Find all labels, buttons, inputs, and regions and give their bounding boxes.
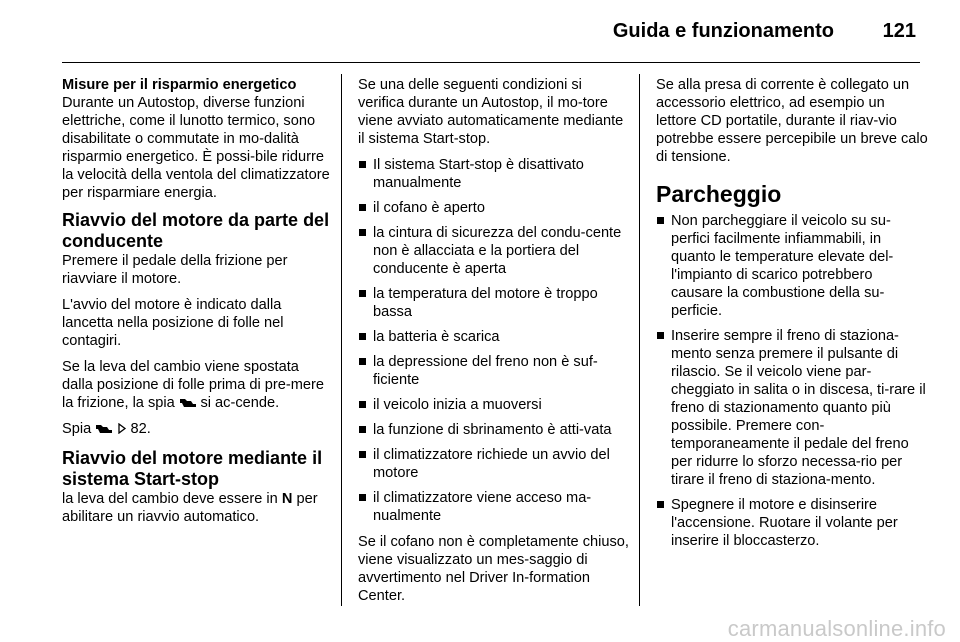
page-header (0, 18, 960, 58)
page-reference-icon (117, 421, 131, 436)
list-item: la cintura di sicurezza del condu-cente non è allacciata e la portiera del conducente è aperta (358, 224, 630, 278)
paragraph-conditions-intro: Se una delle seguenti condizioni si verifica durante un Autostop, il mo-tore viene avviato automaticamente mediante il sistema Start-stop. (358, 77, 624, 147)
list-item: la temperatura del motore è troppo bassa (358, 285, 630, 321)
list-item: Il sistema Start-stop è disattivato manualmente (358, 156, 630, 192)
list-item: il cofano è aperto (358, 199, 630, 217)
paragraph-energy-saving: Durante un Autostop, diverse funzioni elettriche, come il lunotto termico, sono disabilitate o commutate in mo-dalità risparmio energetico. È possi-bile ridurre la velocità della ventola del climatizzatore per risparmiare energia. (62, 95, 330, 201)
column-divider (639, 74, 640, 606)
column-divider (341, 74, 342, 606)
engine-warning-icon (95, 421, 117, 436)
engine-warning-icon (179, 395, 201, 410)
parking-list (656, 212, 928, 550)
heading-parking: Parcheggio (656, 181, 782, 207)
paragraph-voltage-drop: Se alla presa di corrente è collegato un accessorio elettrico, ad esempio un lettore CD portatile, durante il riav-vio potrebbe essere percepibile un breve calo di tensione. (656, 77, 928, 165)
heading-energy-saving: Misure per il risparmio energetico (62, 77, 297, 93)
list-item: il veicolo inizia a muoversi (358, 396, 630, 414)
list-item: il climatizzatore richiede un avvio del motore (358, 446, 630, 482)
list-item: Non parcheggiare il veicolo su su-perfici facilmente infiammabili, in quanto le temperature elevate del-l'impianto di scarico potrebbero causare la combustione della su-perficie. (656, 212, 928, 320)
paragraph-driver-restart-1: Premere il pedale della frizione per riavviare il motore. (62, 253, 288, 287)
list-item: Spegnere il motore e disinserire l'accensione. Ruotare il volante per inserire il bloccasterzo. (656, 496, 928, 550)
paragraph-text: la leva del cambio deve essere in (62, 491, 278, 507)
conditions-list (358, 156, 630, 525)
paragraph-spia-reference (62, 420, 330, 438)
watermark: carmanualsonline.info (727, 616, 946, 641)
column-middle (358, 76, 630, 605)
column-right (656, 76, 928, 558)
column-left (62, 76, 330, 526)
list-item: la depressione del freno non è suf-ficiente (358, 353, 630, 389)
list-item: Inserire sempre il freno di staziona-mento senza premere il pulsante di rilascio. Se il veicolo viene par-cheggiato in salita o in discesa, ti-rare il freno di stazionamento quanto più possibile. Premere con-temporaneamente il pedale del freno per ridurre lo sforzo necessa-rio per tirare il freno di staziona-mento. (656, 327, 928, 489)
heading-system-restart: Riavvio del motore mediante il sistema Start-stop (62, 448, 323, 489)
list-item: la batteria è scarica (358, 328, 630, 346)
header-rule (62, 62, 920, 63)
list-item: il climatizzatore viene acceso ma-nualmente (358, 489, 630, 525)
running-title: Guida e funzionamento (612, 20, 834, 42)
gear-neutral-label: N (281, 491, 293, 507)
page-reference[interactable]: 82. (130, 421, 151, 437)
list-item: la funzione di sbrinamento è atti-vata (358, 421, 630, 439)
paragraph-driver-restart-2: L'avvio del motore è indicato dalla lancetta nella posizione di folle nel contagiri. (62, 297, 284, 349)
paragraph-system-restart (62, 490, 330, 526)
paragraph-hood-warning: Se il cofano non è completamente chiuso, viene visualizzato un mes-saggio di avvertimento nel Driver In-formation Center. (358, 534, 629, 604)
spia-label: Spia (62, 421, 92, 437)
heading-driver-restart: Riavvio del motore da parte del conducente (62, 210, 330, 251)
paragraph-text: per abilitare un riavvio automatico. (62, 491, 318, 525)
paragraph-driver-restart-3 (62, 358, 330, 412)
page-number: 121 (882, 20, 916, 42)
paragraph-text: Se la leva del cambio viene spostata dalla posizione di folle prima di pre-mere la frizione, la spia (62, 359, 325, 411)
paragraph-text: si ac-cende. (200, 395, 280, 411)
